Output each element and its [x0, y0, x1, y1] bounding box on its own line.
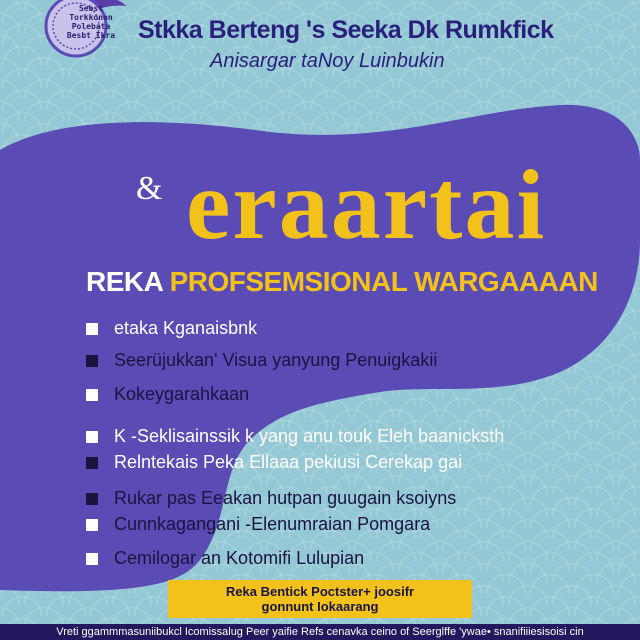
- square-bullet-icon: [86, 355, 98, 367]
- square-bullet-icon: [86, 323, 98, 335]
- list-item-text: Cemilogar an Kotomifi Lulupian: [114, 548, 365, 568]
- ampersand: &: [136, 170, 163, 207]
- list-item: [86, 452, 462, 473]
- list-item: [86, 350, 437, 371]
- square-bullet-icon: [86, 519, 98, 531]
- list-item: [86, 426, 504, 447]
- list-item-text: Kokeygarahkaan: [114, 384, 250, 404]
- list-item: [86, 384, 249, 405]
- cta-banner[interactable]: Reka Bentick Poctster+ joosifr gonnunt Iokaarang: [168, 580, 472, 618]
- list-item-text: Rukar pas Eeakan hutpan guugain ksoiyns: [114, 488, 457, 508]
- list-item-text: Relntekais Peka Ellaaa pekiusi Cerekap gai: [114, 452, 463, 472]
- list-item-text: K -Seklisainssik k yang anu touk Eleh baanicksth: [114, 426, 505, 446]
- page-subtitle: Anisargar taNoy Luinbukin: [210, 50, 445, 72]
- list-item: [86, 514, 430, 535]
- square-bullet-icon: [86, 431, 98, 443]
- footer-bar: Vreti ggammmasuniibukcl Icomissalug Peer yaifie Refs cenavka ceino of Seerglffe 'ywae• snanifiiiesisoisi cin: [0, 624, 640, 640]
- subheading: [86, 266, 598, 298]
- square-bullet-icon: [86, 493, 98, 505]
- page-title: Stkka Berteng 's Seeka Dk Rumkfick: [138, 16, 554, 44]
- headline: eraartai: [186, 149, 547, 260]
- list-item-text: Seerüjukkan' Visua yanyung Penuigkakii: [114, 350, 438, 370]
- square-bullet-icon: [86, 457, 98, 469]
- list-item-text: etaka Kganaisbnk: [114, 318, 258, 338]
- square-bullet-icon: [86, 389, 98, 401]
- square-bullet-icon: [86, 553, 98, 565]
- logo-text: Sebst Torkkonon Polebata Besbt Ikra: [66, 4, 116, 40]
- list-item: [86, 548, 364, 569]
- list-item: [86, 488, 456, 509]
- subheading-yellow: PROFSEMSIONAL WARGAAAAN: [169, 266, 598, 297]
- list-item-text: Cunnkagangani -Elenumraian Pomgara: [114, 514, 431, 534]
- subheading-white: REKA: [86, 266, 163, 297]
- logo: [18, 0, 128, 66]
- list-item: [86, 318, 257, 339]
